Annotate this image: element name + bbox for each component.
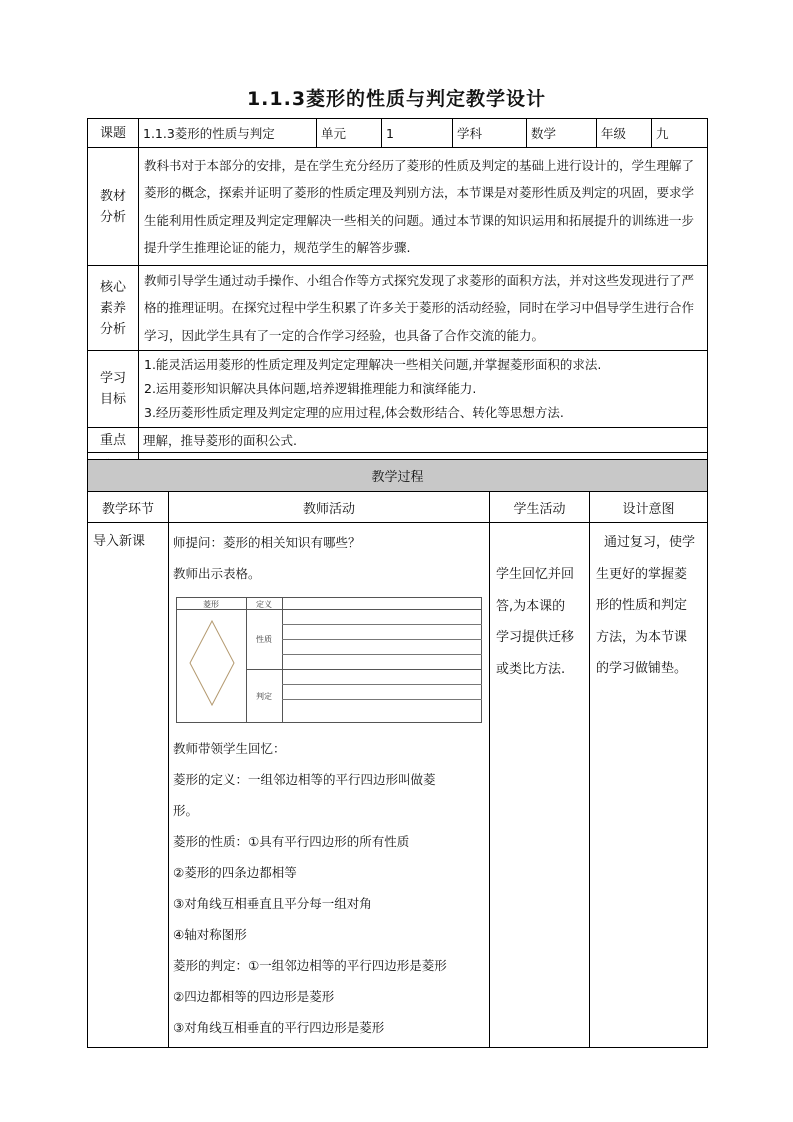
teacher-line: ③对角线互相垂直的平行四边形是菱形 [173, 1020, 385, 1035]
teacher-line: ②四边都相等的四边形是菱形 [173, 989, 335, 1004]
teacher-line: 师提问：菱形的相关知识有哪些？ [173, 535, 361, 550]
info-table [87, 118, 708, 480]
header-student: 学生活动 [490, 492, 590, 523]
teacher-line: ②菱形的四条边都相等 [173, 865, 297, 880]
subject-label: 学科 [453, 119, 527, 148]
unit-value: 1 [382, 119, 453, 148]
literacy-text: 教师引导学生通过动手操作、小组合作等方式探究发现了求菱形的面积方法，并对这些发现进行了严格的推理证明。在探究过程中学生积累了许多关于菱形的活动经验，同时在学习中倡导学生进行合作学习，因此学生具有了一定的合作学习经验，也具备了合作交流的能力。 [139, 266, 708, 351]
teacher-line: 菱形的判定：①一组邻边相等的平行四边形是菱形 [173, 958, 447, 973]
subject-value: 数学 [527, 119, 597, 148]
student-line: 或类比方法. [496, 661, 566, 677]
goal-item: 3.经历菱形性质定理及判定定理的应用过程,体会数形结合、转化等思想方法. [144, 405, 564, 421]
unit-label: 单元 [317, 119, 382, 148]
teacher-line: 形。 [173, 803, 199, 818]
goals-list [139, 351, 708, 428]
process-table [87, 459, 708, 1048]
header-stage: 教学环节 [88, 492, 169, 523]
recap-table-figure [176, 597, 482, 723]
teacher-line: ④轴对称图形 [173, 927, 247, 942]
stage-cell: 导入新课 [88, 523, 169, 1048]
mini-col1-label: 菱形 [203, 600, 219, 609]
grade-value: 九 [652, 119, 708, 148]
goal-item: 1.能灵活运用菱形的性质定理及判定定理解决一些相关问题,并掌握菱形面积的求法. [144, 357, 602, 373]
goals-label: 学习目标 [88, 351, 139, 428]
intent-line: 生更好的掌握菱 [596, 566, 688, 582]
intent-line: 的学习做铺垫。 [596, 661, 688, 676]
grade-label: 年级 [597, 119, 652, 148]
page-title: 1.1.3菱形的性质与判定教学设计 [246, 88, 547, 110]
key-text: 理解，推导菱形的面积公式. [139, 428, 708, 453]
teacher-activity [169, 523, 490, 1048]
teacher-line: 教师出示表格。 [173, 566, 261, 581]
goal-item: 2.运用菱形知识解决具体问题,培养逻辑推理能力和演绎能力. [144, 381, 477, 397]
topic-value: 1.1.3菱形的性质与判定 [139, 119, 317, 148]
mini-judge-label: 判定 [256, 692, 272, 701]
intent-line: 通过复习，使学 [604, 535, 696, 550]
process-section-title: 教学过程 [88, 460, 708, 492]
mini-def-label: 定义 [256, 600, 272, 609]
design-intent [590, 523, 708, 1048]
teacher-line: 菱形的定义：一组邻边相等的平行四边形叫做菱 [173, 772, 436, 787]
mini-prop-label: 性质 [256, 635, 272, 644]
student-line: 学习提供迁移 [496, 630, 575, 645]
literacy-label: 核心素养分析 [88, 266, 139, 351]
topic-label: 课题 [88, 119, 139, 148]
intent-line: 形的性质和判定 [596, 598, 688, 613]
student-activity [490, 523, 590, 1048]
teacher-line: 菱形的性质：①具有平行四边形的所有性质 [173, 834, 410, 849]
analysis-text: 教科书对于本部分的安排，是在学生充分经历了菱形的性质及判定的基础上进行设计的，学生理解了菱形的概念，探索并证明了菱形的性质定理及判别方法，本节课是对菱形性质及判定的巩固，要求学生能利用性质定理及判定定理解决一些相关的问题。通过本节课的知识运用和拓展提升的训练进一步提升学生推理论证的能力，规范学生的解答步骤. [139, 148, 708, 266]
teacher-line: ③对角线互相垂直且平分每一组对角 [173, 896, 372, 911]
student-line: 答,为本课的 [496, 598, 566, 614]
intent-line: 方法，为本节课 [596, 629, 688, 645]
header-intent: 设计意图 [590, 492, 708, 523]
analysis-label: 教材分析 [88, 148, 139, 266]
teacher-line: 教师带领学生回忆： [173, 741, 286, 756]
student-line: 学生回忆并回 [496, 567, 575, 582]
key-label: 重点 [88, 428, 139, 453]
mini-table-border [177, 598, 482, 723]
header-teacher: 教师活动 [169, 492, 490, 523]
